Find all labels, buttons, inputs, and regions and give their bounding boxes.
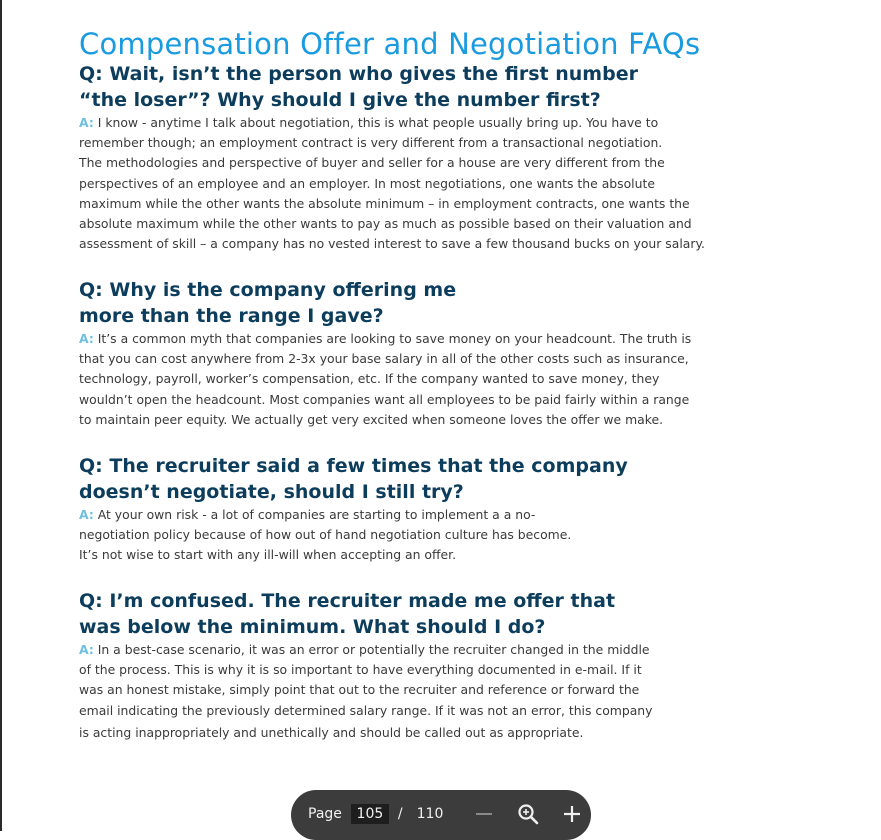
question-line: Q: The recruiter said a few times that the company <box>79 455 628 477</box>
answer-label: A: <box>79 507 94 522</box>
answer-label: A: <box>79 331 94 346</box>
question-line: was below the minimum. What should I do? <box>79 615 546 638</box>
answer-line: was an honest mistake, simply point that out to the recruiter and reference or forward the <box>79 682 640 698</box>
viewer-left-border <box>0 0 2 831</box>
answer-line: email indicating the previously determined salary range. If it was not an error, this company <box>79 702 653 718</box>
total-pages: 110 <box>416 806 444 822</box>
answer-line: to maintain peer equity. We actually get very excited when someone loves the offer we make. <box>79 411 664 427</box>
faq-answer <box>79 329 739 430</box>
answer-label: A: <box>79 115 94 130</box>
question-line: Q: Why is the company offering me <box>79 279 457 301</box>
answer-line: I know - anytime I talk about negotiation, this is what people usually bring up. You have to <box>97 115 659 130</box>
question-line: Q: I’m confused. The recruiter made me offer that <box>79 590 616 612</box>
page-label: Page <box>308 806 342 822</box>
answer-line: assessment of skill – a company has no vested interest to save a few thousand bucks on your salary. <box>79 236 705 252</box>
faq-answer <box>79 113 739 254</box>
answer-line: wouldn’t open the headcount. Most companies want all employees to be paid fairly within a range <box>79 391 690 407</box>
answer-line: absolute maximum while the other wants to pay as much as possible based on their valuation and <box>79 216 692 232</box>
answer-line: that you can cost anywhere from 2-3x your base salary in all of the other costs such as insurance, <box>79 351 689 367</box>
answer-line: The methodologies and perspective of buyer and seller for a house are very different from the <box>79 155 665 171</box>
answer-line: technology, payroll, worker’s compensation, etc. If the company wanted to save money, they <box>79 371 660 387</box>
answer-line: At your own risk - a lot of companies are starting to implement a a no- <box>97 507 536 522</box>
plus-icon <box>563 805 581 823</box>
page-number-input[interactable] <box>351 804 389 824</box>
magnifier-plus-icon <box>517 803 539 825</box>
question-line: “the loser”? Why should I give the number first? <box>79 88 601 111</box>
answer-label: A: <box>79 642 94 657</box>
document-title: Compensation Offer and Negotiation FAQs <box>79 27 701 62</box>
answer-line: maximum while the other wants the absolute minimum – in employment contracts, one wants the <box>79 195 690 211</box>
faq-item <box>79 454 739 566</box>
minus-icon <box>475 805 493 823</box>
answer-line: remember though; an employment contract is very different from a transactional negotiation. <box>79 135 663 151</box>
faq-answer <box>79 505 739 566</box>
answer-line: It’s not wise to start with any ill-will when accepting an offer. <box>79 547 457 563</box>
question-line: more than the range I gave? <box>79 304 384 327</box>
faq-item <box>79 278 739 430</box>
faq-answer <box>79 640 739 743</box>
page-separator: / <box>397 806 403 822</box>
pdf-viewer-toolbar <box>291 790 591 840</box>
answer-line: In a best-case scenario, it was an error or potentially the recruiter changed in the middle <box>97 642 650 657</box>
answer-line: perspectives of an employee and an employer. In most negotiations, one wants the absolute <box>79 175 655 191</box>
faq-item <box>79 62 739 254</box>
faq-question <box>79 278 739 329</box>
faq-item <box>79 589 739 743</box>
answer-line: It’s a common myth that companies are looking to save money on your headcount. The truth is <box>97 331 692 346</box>
faq-question <box>79 589 739 640</box>
faq-question <box>79 62 739 113</box>
answer-line: of the process. This is why it is so important to have everything documented in e-mail. If it <box>79 662 642 678</box>
question-line: Q: Wait, isn’t the person who gives the first number <box>79 63 638 85</box>
faq-question <box>79 454 739 505</box>
question-line: doesn’t negotiate, should I still try? <box>79 480 464 503</box>
answer-line: is acting inappropriately and unethically and should be called out as appropriate. <box>79 724 584 740</box>
answer-line: negotiation policy because of how out of hand negotiation culture has become. <box>79 527 572 543</box>
